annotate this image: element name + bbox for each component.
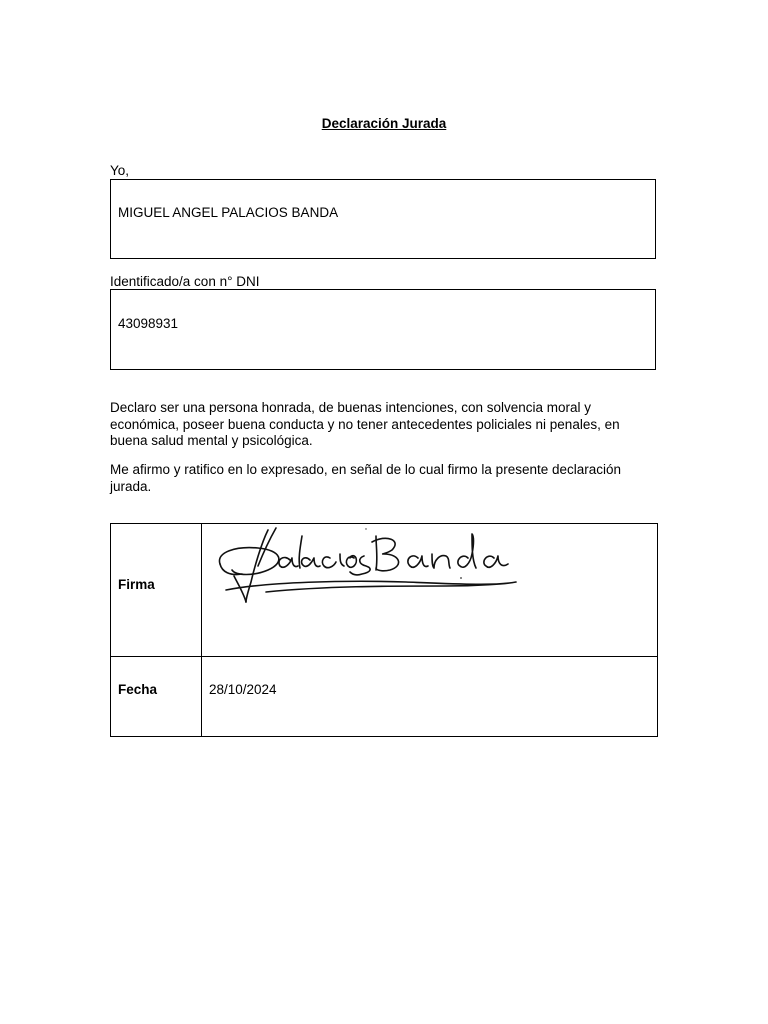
handwritten-signature bbox=[206, 524, 556, 609]
dni-value: 43098931 bbox=[118, 316, 179, 331]
affirmation-paragraph: Me afirmo y ratifico en lo expresado, en señal de lo cual firmo la presente declaración jurada. bbox=[110, 462, 622, 494]
dni-box bbox=[110, 289, 656, 370]
dni-label: Identificado/a con n° DNI bbox=[110, 274, 260, 289]
name-value: MIGUEL ANGEL PALACIOS BANDA bbox=[118, 205, 339, 220]
yo-label: Yo, bbox=[110, 163, 130, 178]
name-box bbox=[110, 179, 656, 259]
firma-label: Firma bbox=[118, 577, 155, 592]
document-title: Declaración Jurada bbox=[321, 116, 447, 131]
declaration-paragraph: Declaro ser una persona honrada, de buenas intenciones, con solvencia moral y económica, poseer buena conducta y no tener antecedentes policiales ni penales, en buena salud mental y psicológica. bbox=[110, 400, 620, 448]
fecha-label: Fecha bbox=[118, 682, 158, 697]
table-divider-vertical bbox=[201, 524, 202, 736]
table-divider-horizontal bbox=[111, 656, 657, 657]
fecha-value: 28/10/2024 bbox=[209, 682, 277, 697]
signature-table bbox=[110, 523, 658, 737]
